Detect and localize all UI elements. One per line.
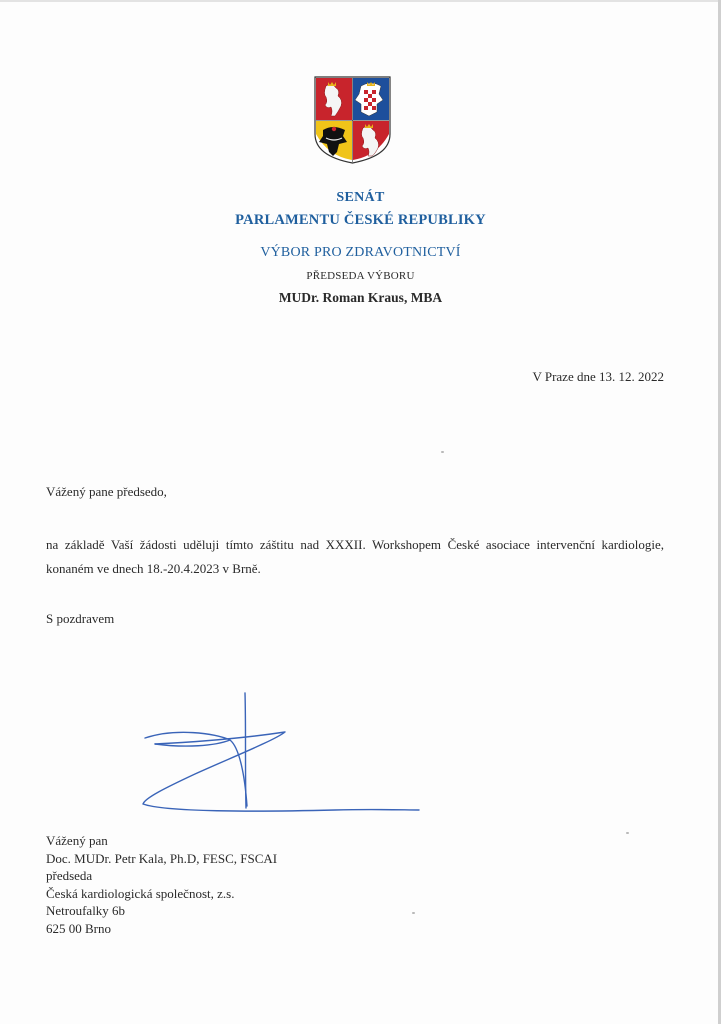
recipient-street: Netroufalky 6b xyxy=(46,903,126,918)
closing-phrase: S pozdravem xyxy=(46,611,115,626)
scan-top-edge xyxy=(0,0,721,2)
parliament-title: PARLAMENTU ČESKÉ REPUBLIKY xyxy=(235,212,486,228)
scan-speck xyxy=(412,912,415,914)
recipient-organization: Česká kardiologická společnost, z.s. xyxy=(46,885,235,901)
recipient-city: 625 00 Brno xyxy=(46,920,111,936)
recipient-name: Doc. MUDr. Petr Kala, Ph.D, FESC, FSCAI xyxy=(46,850,278,866)
handwritten-signature xyxy=(135,688,425,818)
scan-speck xyxy=(626,832,629,834)
date-line: V Praze dne 13. 12. 2022 xyxy=(532,369,664,384)
institution-title: SENÁT xyxy=(336,190,385,205)
coat-of-arms-emblem xyxy=(314,76,391,164)
sender-name: MUDr. Roman Kraus, MBA xyxy=(278,290,443,305)
recipient-salutation: Vážený pan xyxy=(46,833,108,848)
letter-body: na základě Vaší žádosti uděluji tímto záštitu nad XXXII. Workshopem České asociace intervenční kardiologie, konaném ve dnech 18.-20.4.2023 v Brně. xyxy=(46,537,664,576)
scan-speck xyxy=(441,451,444,453)
salutation: Vážený pane předsedo, xyxy=(46,484,167,499)
committee-title: VÝBOR PRO ZDRAVOTNICTVÍ xyxy=(260,245,461,260)
recipient-address xyxy=(46,832,277,937)
recipient-role: předseda xyxy=(46,868,93,883)
chair-role: PŘEDSEDA VÝBORU xyxy=(306,270,415,282)
